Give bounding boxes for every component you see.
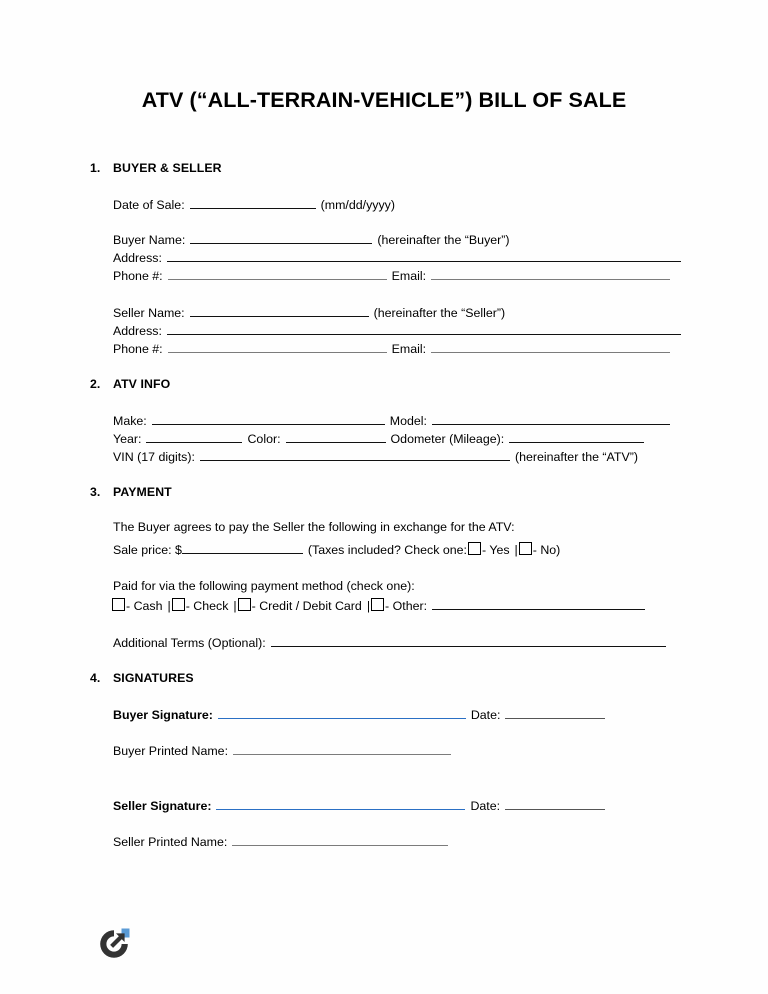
seller-name-input[interactable]	[190, 305, 369, 317]
seller-name-label: Seller Name:	[113, 306, 185, 320]
buyer-email-input[interactable]	[431, 268, 670, 280]
model-label: Model:	[389, 414, 427, 428]
section-number-2: 2.	[90, 377, 101, 391]
method-divider-1: |	[167, 599, 171, 613]
buyer-signature-input[interactable]	[218, 707, 466, 719]
vin-suffix: (hereinafter the “ATV”)	[514, 450, 638, 464]
field-vin	[113, 449, 638, 465]
payment-method-options	[111, 597, 645, 614]
seller-printed-name-input[interactable]	[232, 834, 448, 846]
field-date-of-sale	[113, 197, 395, 213]
buyer-name-input[interactable]	[190, 232, 372, 244]
cash-label: - Cash	[126, 599, 163, 613]
additional-terms-input[interactable]	[271, 635, 666, 647]
vin-label: VIN (17 digits):	[113, 450, 195, 464]
field-buyer-printed-name	[113, 743, 451, 759]
field-buyer-address	[113, 250, 681, 266]
field-sale-price	[113, 541, 560, 558]
seller-name-suffix: (hereinafter the “Seller”)	[373, 306, 506, 320]
buyer-name-suffix: (hereinafter the “Buyer”)	[377, 233, 510, 247]
method-divider-2: |	[233, 599, 237, 613]
additional-terms-label: Additional Terms (Optional):	[113, 636, 266, 650]
make-label: Make:	[113, 414, 147, 428]
section-number-4: 4.	[90, 671, 101, 685]
buyer-signature-label: Buyer Signature:	[113, 708, 213, 722]
date-of-sale-label: Date of Sale:	[113, 198, 185, 212]
buyer-date-label: Date:	[470, 708, 501, 722]
seller-signature-label: Seller Signature:	[113, 799, 212, 813]
field-seller-address	[113, 323, 681, 339]
checkbox-other[interactable]	[371, 598, 384, 611]
other-method-input[interactable]	[432, 598, 645, 610]
taxes-yes-label: - Yes	[481, 543, 510, 557]
taxes-no-label: - No)	[532, 543, 561, 557]
seller-address-input[interactable]	[167, 323, 681, 335]
sale-price-input[interactable]	[182, 542, 303, 554]
buyer-name-label: Buyer Name:	[113, 233, 186, 247]
section-heading-payment: PAYMENT	[113, 485, 172, 499]
payment-intro	[113, 519, 515, 535]
buyer-phone-input[interactable]	[168, 268, 387, 280]
taxes-divider: |	[514, 543, 518, 557]
eforms-logo-icon	[97, 927, 131, 961]
section-heading-buyer-seller: BUYER & SELLER	[113, 161, 222, 175]
make-input[interactable]	[152, 413, 385, 425]
field-buyer-name	[113, 232, 510, 248]
seller-address-label: Address:	[113, 324, 162, 338]
color-label: Color:	[247, 432, 281, 446]
other-label: - Other:	[385, 599, 428, 613]
field-make-model	[113, 413, 670, 429]
field-seller-signature	[113, 798, 605, 814]
taxes-included-prefix: (Taxes included? Check one:	[307, 543, 467, 557]
checkbox-credit-debit-card[interactable]	[238, 598, 251, 611]
seller-printed-name-label: Seller Printed Name:	[113, 835, 228, 849]
buyer-phone-label: Phone #:	[113, 269, 163, 283]
model-input[interactable]	[432, 413, 670, 425]
checkbox-taxes-no[interactable]	[519, 542, 532, 555]
field-buyer-phone-email	[113, 268, 670, 284]
seller-date-label: Date:	[470, 799, 501, 813]
section-heading-signatures: SIGNATURES	[113, 671, 194, 685]
date-of-sale-format: (mm/dd/yyyy)	[320, 198, 395, 212]
buyer-email-label: Email:	[391, 269, 427, 283]
checkbox-check[interactable]	[172, 598, 185, 611]
payment-method-intro-text: Paid for via the following payment method (check one):	[113, 579, 415, 593]
buyer-date-input[interactable]	[505, 707, 605, 719]
vin-input[interactable]	[200, 449, 510, 461]
buyer-printed-name-label: Buyer Printed Name:	[113, 744, 229, 758]
seller-phone-label: Phone #:	[113, 342, 163, 356]
method-divider-3: |	[366, 599, 371, 613]
payment-intro-text: The Buyer agrees to pay the Seller the following in exchange for the ATV:	[113, 520, 515, 534]
field-additional-terms	[113, 635, 666, 651]
seller-signature-input[interactable]	[216, 798, 465, 810]
odometer-input[interactable]	[509, 431, 644, 443]
checkbox-taxes-yes[interactable]	[468, 542, 481, 555]
buyer-address-label: Address:	[113, 251, 162, 265]
sale-price-label: Sale price: $	[113, 543, 182, 557]
field-seller-phone-email	[113, 341, 670, 357]
buyer-address-input[interactable]	[167, 250, 681, 262]
color-input[interactable]	[286, 431, 386, 443]
date-of-sale-input[interactable]	[190, 197, 316, 209]
page-title: ATV (“ALL-TERRAIN-VEHICLE”) BILL OF SALE	[141, 88, 627, 112]
year-label: Year:	[113, 432, 142, 446]
buyer-printed-name-input[interactable]	[233, 743, 451, 755]
section-heading-atv-info: ATV INFO	[113, 377, 171, 391]
checkbox-cash[interactable]	[112, 598, 125, 611]
check-label: - Check	[185, 599, 229, 613]
seller-date-input[interactable]	[505, 798, 605, 810]
year-input[interactable]	[146, 431, 242, 443]
field-buyer-signature	[113, 707, 605, 723]
section-number-1: 1.	[90, 161, 101, 175]
payment-method-intro	[113, 578, 415, 594]
field-seller-name	[113, 305, 505, 321]
section-number-3: 3.	[90, 485, 101, 499]
credit-debit-card-label: - Credit / Debit Card	[251, 599, 362, 613]
field-seller-printed-name	[113, 834, 448, 850]
odometer-label: Odometer (Mileage):	[390, 432, 505, 446]
field-year-color-odometer	[113, 431, 644, 447]
seller-email-label: Email:	[391, 342, 427, 356]
seller-phone-input[interactable]	[168, 341, 387, 353]
seller-email-input[interactable]	[431, 341, 670, 353]
